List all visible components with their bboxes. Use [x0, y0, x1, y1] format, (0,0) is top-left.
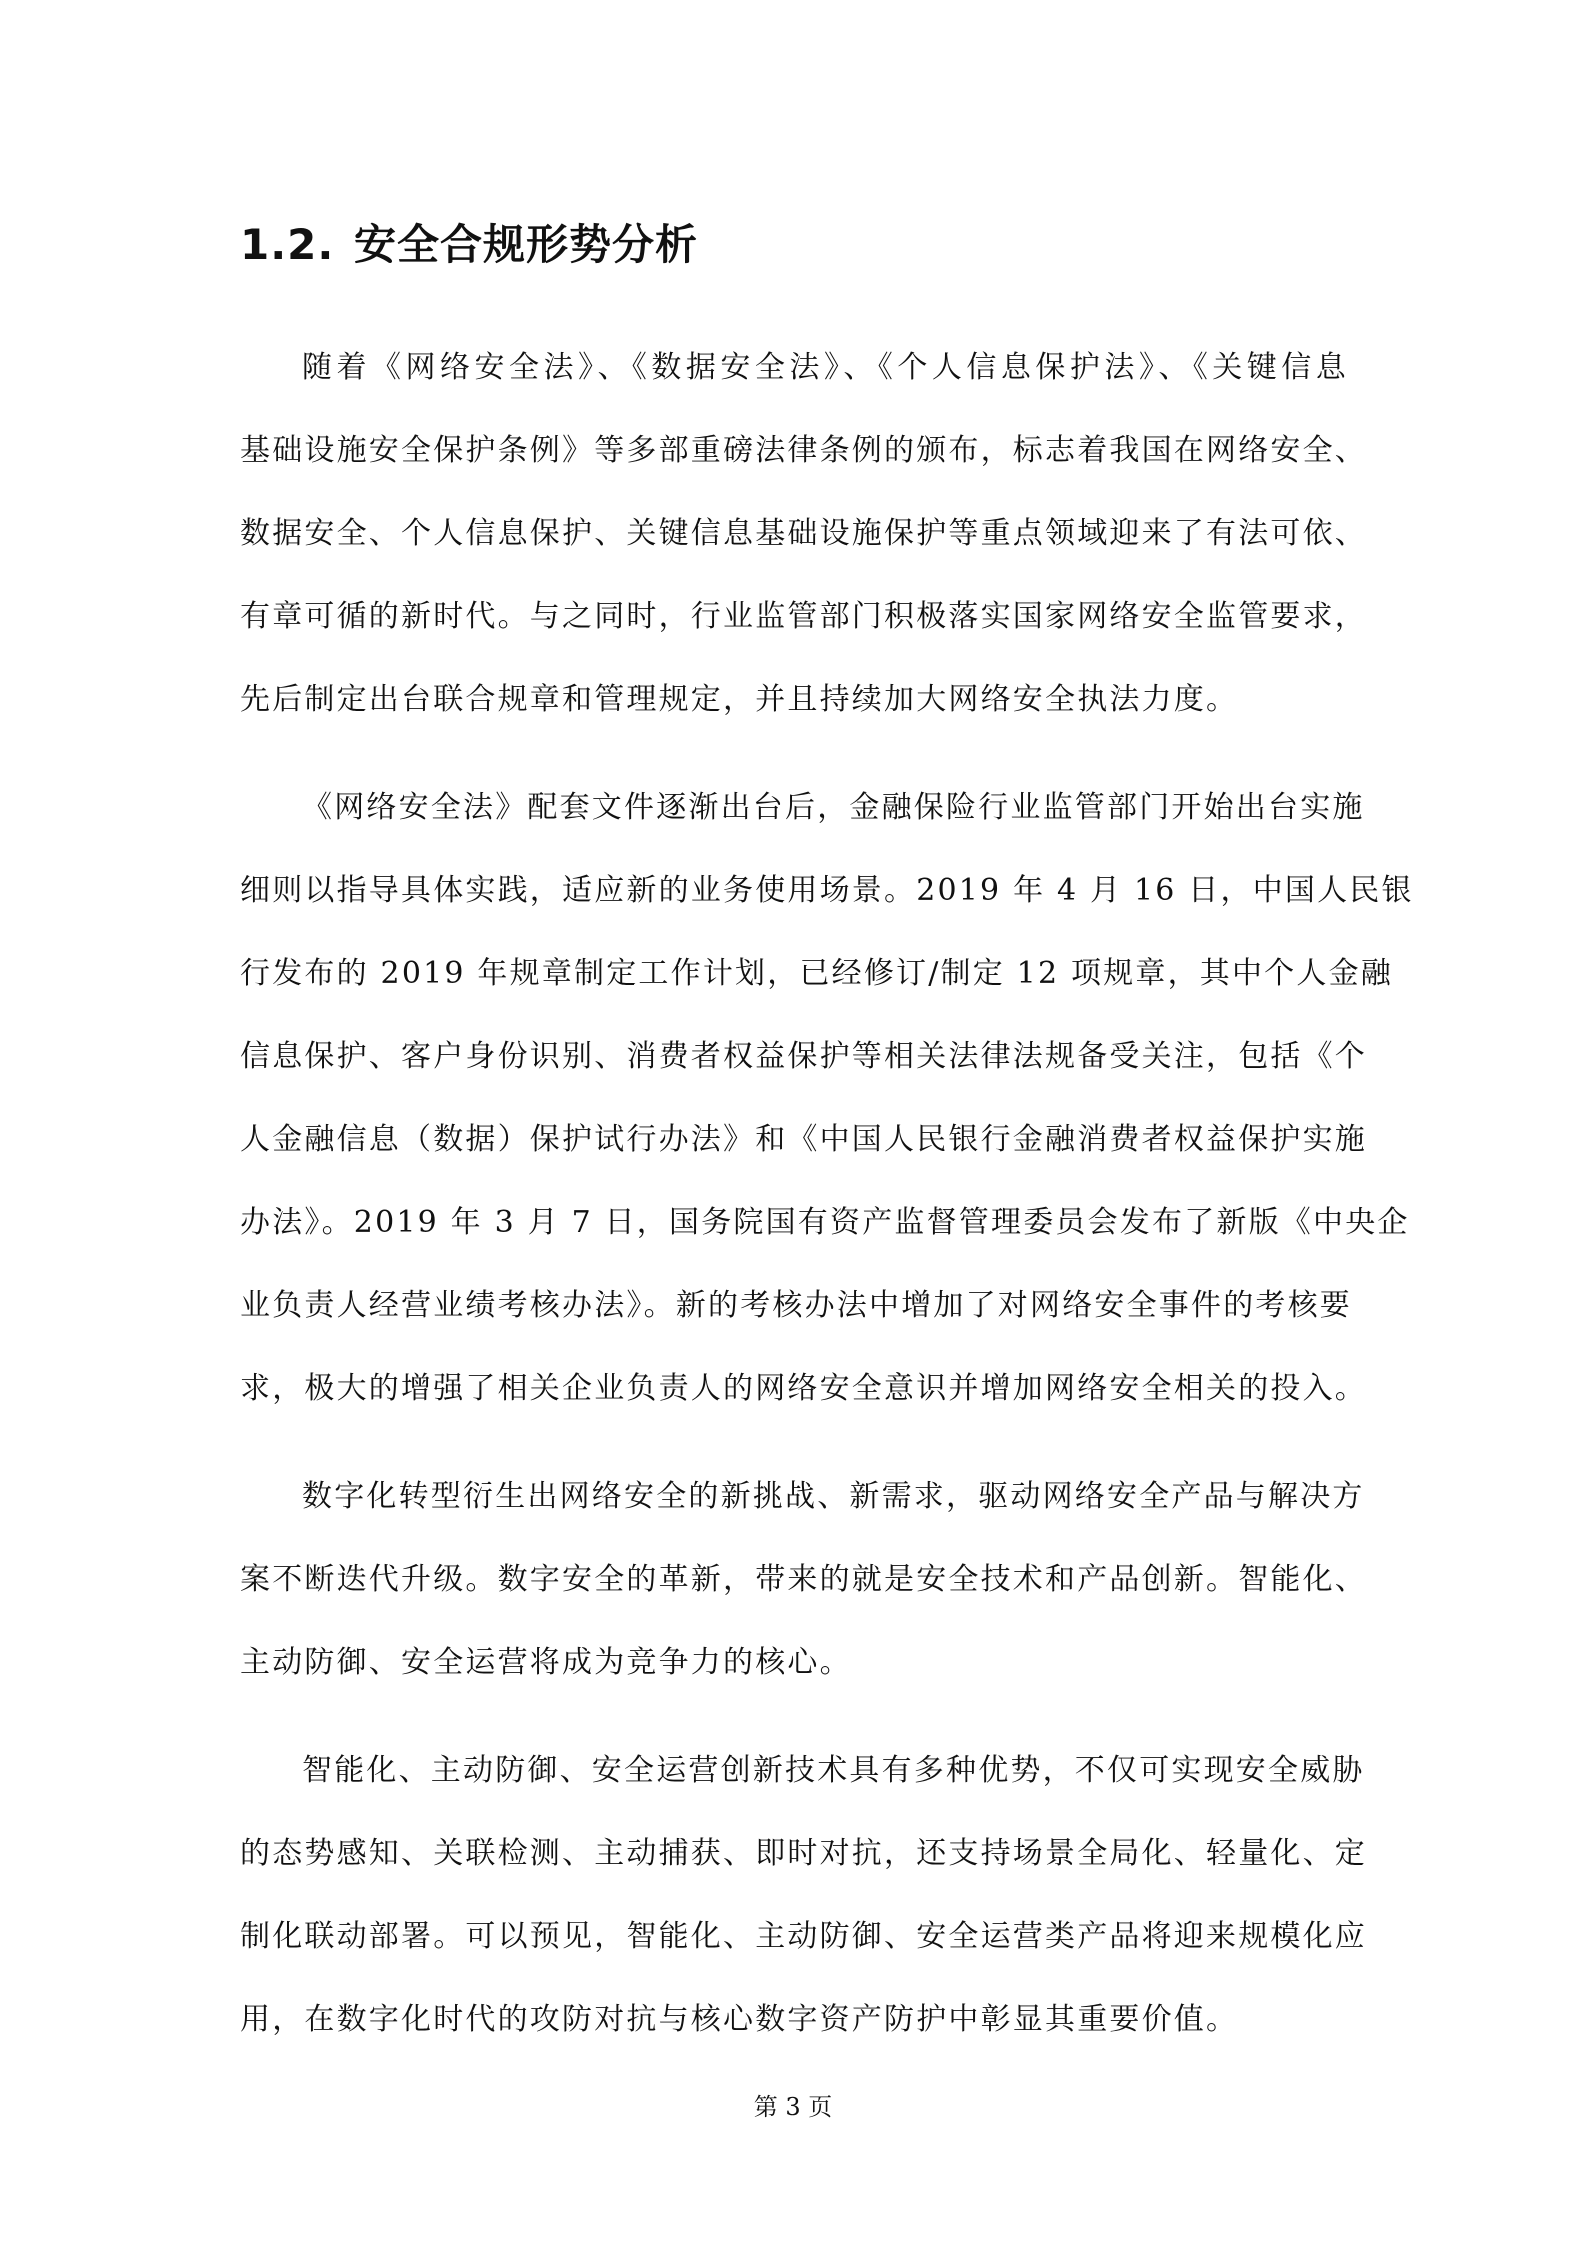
paragraph-line: 办法》。2019 年 3 月 7 日，国务院国有资产监督管理委员会发布了新版《中央企: [240, 1205, 1410, 1240]
paragraph-line: 先后制定出台联合规章和管理规定，并且持续加大网络安全执法力度。: [240, 682, 1239, 717]
paragraph-line: 制化联动部署。可以预见，智能化、主动防御、安全运营类产品将迎来规模化应: [240, 1919, 1367, 1954]
paragraph-line: 案不断迭代升级。数字安全的革新，带来的就是安全技术和产品创新。智能化、: [240, 1562, 1367, 1597]
paragraph-line: 智能化、主动防御、安全运营创新技术具有多种优势，不仅可实现安全威胁: [302, 1753, 1365, 1788]
section-number: 1.2.: [240, 220, 335, 269]
paragraph-line: 主动防御、安全运营将成为竞争力的核心。: [240, 1645, 852, 1680]
paragraph-line: 《网络安全法》配套文件逐渐出台后，金融保险行业监管部门开始出台实施: [302, 790, 1365, 825]
paragraph-line: 用，在数字化时代的攻防对抗与核心数字资产防护中彰显其重要价值。: [240, 2002, 1239, 2037]
paragraph-financial-regulation: [240, 766, 1414, 1430]
paragraph-line: 随着《网络安全法》、《数据安全法》、《个人信息保护法》、《关键信息: [302, 350, 1348, 385]
paragraph-line: 有章可循的新时代。与之同时，行业监管部门积极落实国家网络安全监管要求，: [240, 599, 1367, 634]
paragraph-line: 数据安全、个人信息保护、关键信息基础设施保护等重点领域迎来了有法可依、: [240, 516, 1367, 551]
paragraph-line: 信息保护、客户身份识别、消费者权益保护等相关法律法规备受关注，包括《个: [240, 1039, 1367, 1074]
paragraph-laws: [240, 326, 1367, 741]
paragraph-line: 求，极大的增强了相关企业负责人的网络安全意识并增加网络安全相关的投入。: [240, 1371, 1367, 1406]
paragraph-line: 业负责人经营业绩考核办法》。新的考核办法中增加了对网络安全事件的考核要: [240, 1288, 1352, 1323]
section-heading: [240, 212, 698, 272]
paragraph-line: 细则以指导具体实践，适应新的业务使用场景。2019 年 4 月 16 日，中国人民银: [240, 873, 1414, 908]
section-title: 安全合规形势分析: [354, 220, 699, 269]
paragraph-line: 基础设施安全保护条例》等多部重磅法律条例的颁布，标志着我国在网络安全、: [240, 433, 1367, 468]
paragraph-line: 的态势感知、关联检测、主动捕获、即时对抗，还支持场景全局化、轻量化、定: [240, 1836, 1367, 1871]
paragraph-digital-transformation: [240, 1455, 1367, 1704]
paragraph-line: 行发布的 2019 年规章制定工作计划，已经修订/制定 12 项规章，其中个人金融: [240, 956, 1393, 991]
paragraph-line: 人金融信息（数据）保护试行办法》和《中国人民银行金融消费者权益保护实施: [240, 1122, 1367, 1157]
paragraph-line: 数字化转型衍生出网络安全的新挑战、新需求，驱动网络安全产品与解决方: [302, 1479, 1365, 1514]
paragraph-innovation: [240, 1729, 1367, 2061]
page-number: 第 3 页: [753, 2093, 833, 2121]
